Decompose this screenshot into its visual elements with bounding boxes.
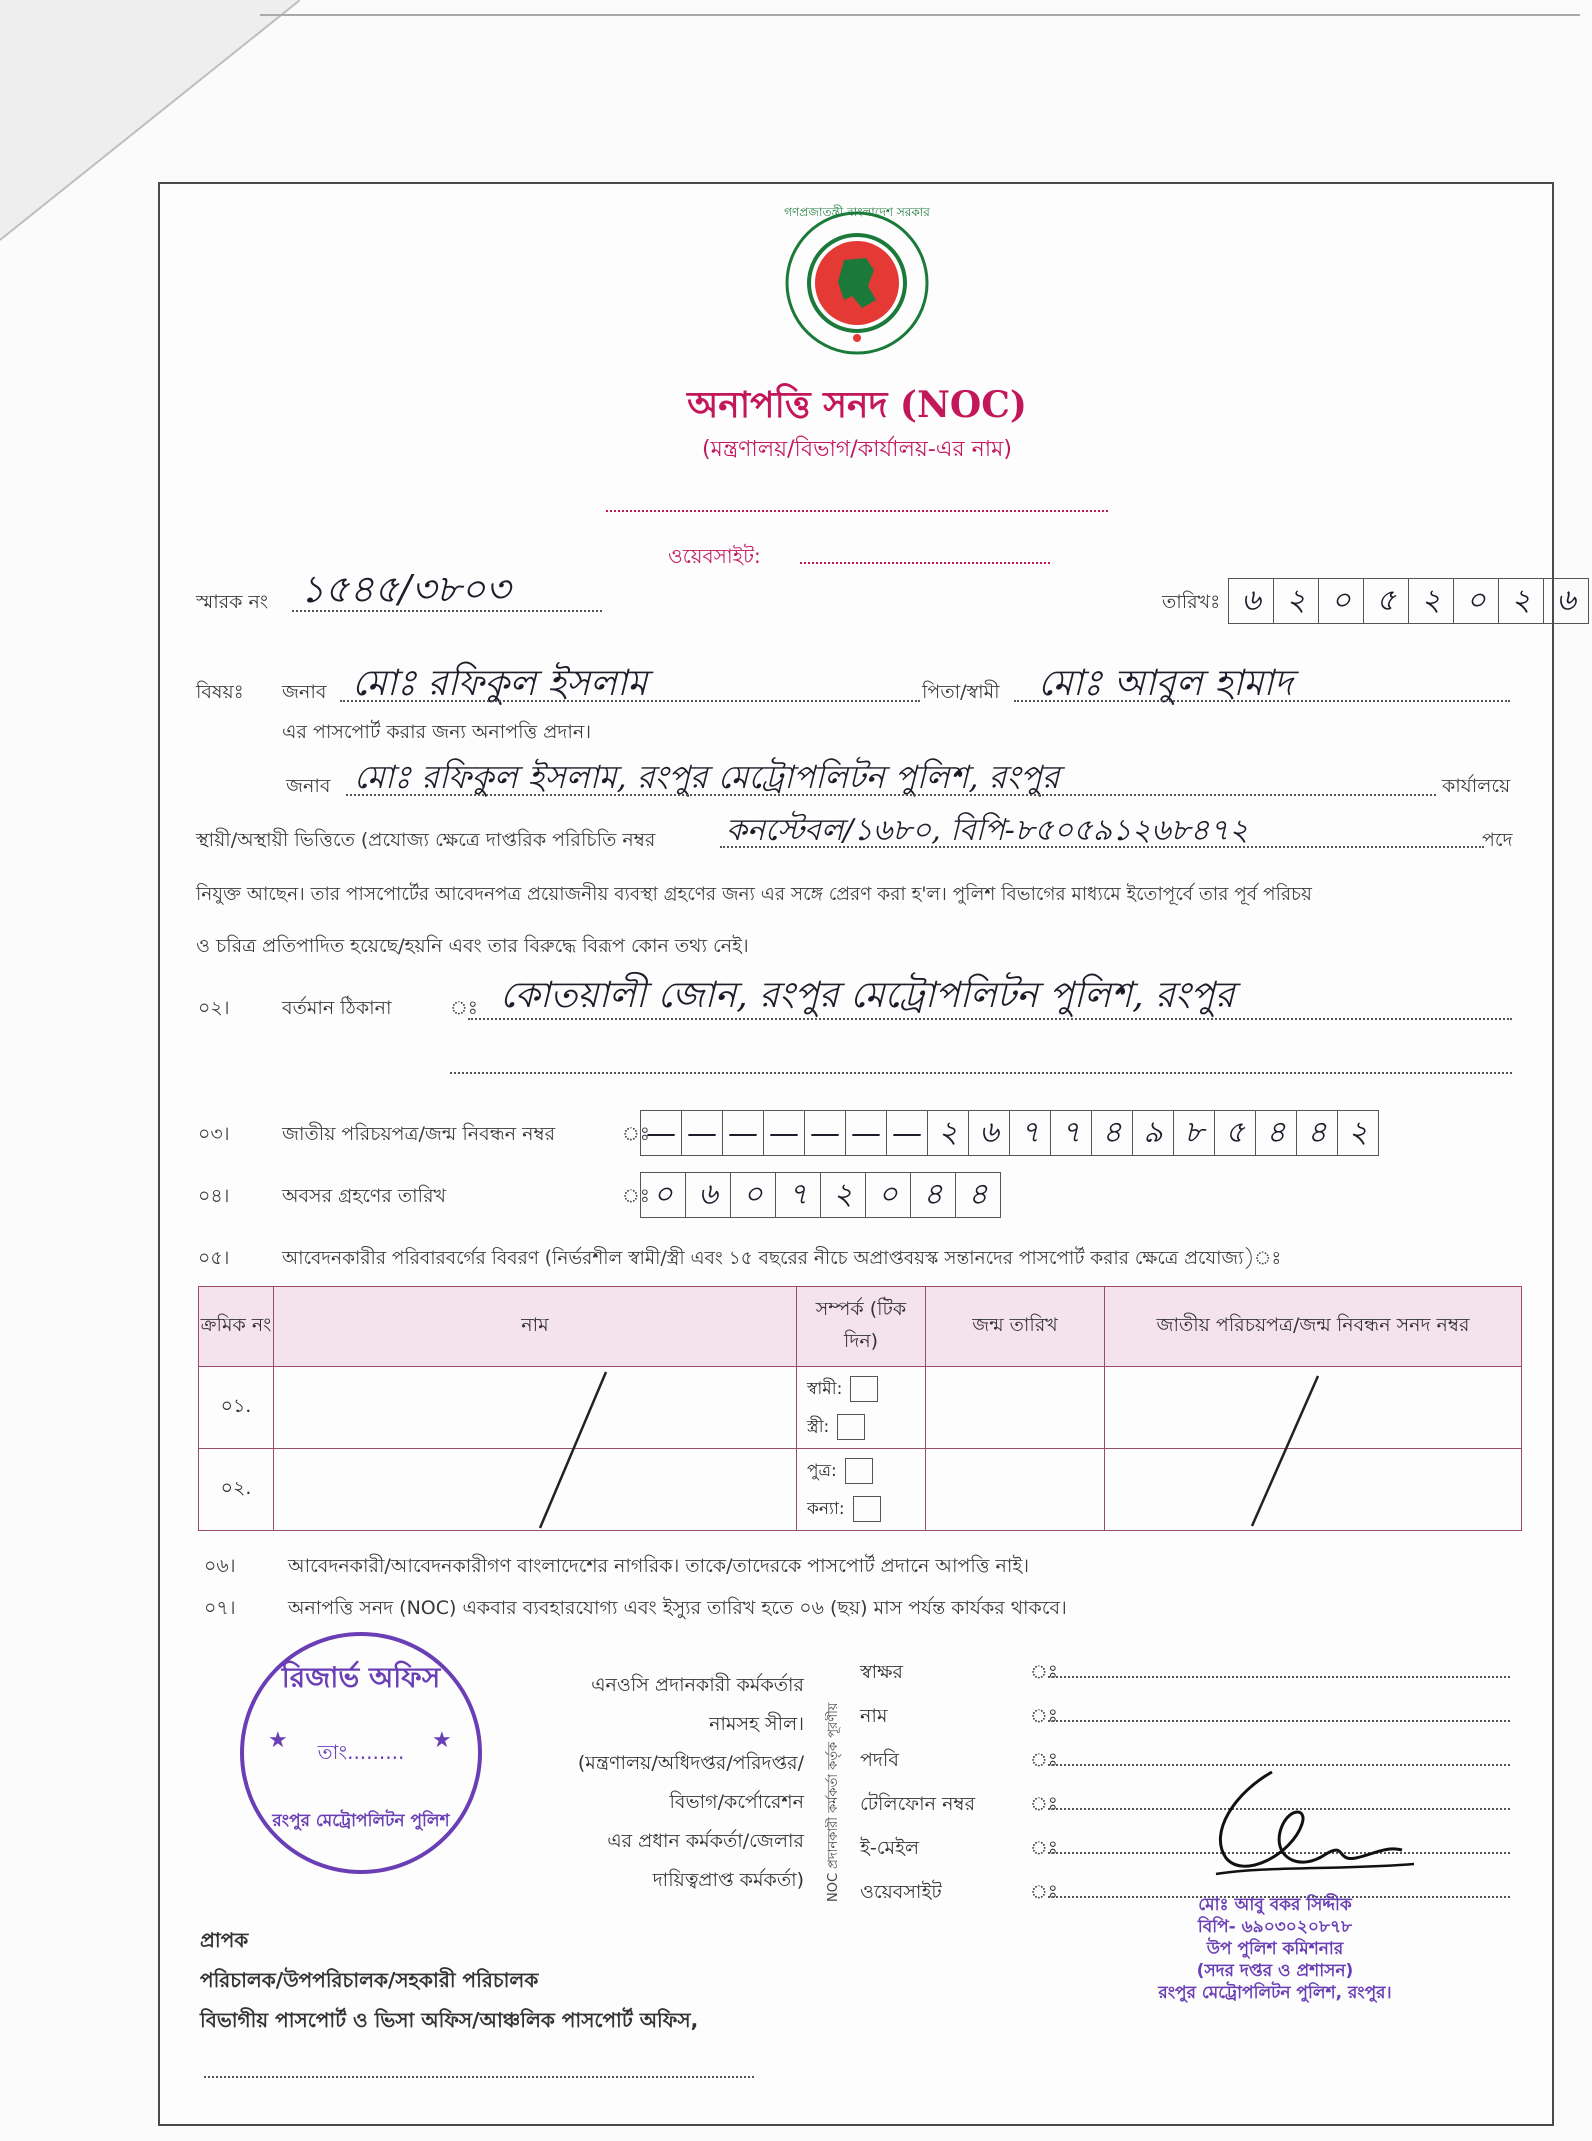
memo-label: স্মারক নং	[196, 591, 269, 613]
col-name: নাম	[274, 1287, 797, 1367]
retirement-digit: ৭	[776, 1173, 821, 1217]
stamp-top-text: রিজার্ভ অফিস	[281, 1661, 441, 1694]
table-row	[199, 1367, 1522, 1449]
row-nid	[1105, 1449, 1522, 1531]
issuer-colons: ঃ ঃ ঃ ঃ ঃ ঃ	[1030, 1661, 1058, 1903]
date-digit: ২	[1274, 579, 1319, 623]
item04-num: ০৪।	[198, 1185, 230, 1207]
row-relation	[797, 1367, 926, 1449]
retirement-digit: ০	[641, 1173, 686, 1217]
emblem-text: গণপ্রজাতন্ত্রী বাংলাদেশ সরকার	[784, 205, 930, 219]
nid-digit: —	[846, 1111, 887, 1155]
name-line	[1048, 1720, 1510, 1722]
issuer-fields	[860, 1650, 975, 1914]
website-label: ওয়েবসাইট:	[668, 544, 761, 568]
father-name: মোঃ আবুল হামাদ	[1038, 663, 1293, 704]
s07-num: ০৭।	[204, 1597, 236, 1619]
item02-label: বর্তমান ঠিকানা	[282, 997, 392, 1019]
s07-text: অনাপত্তি সনদ (NOC) একবার ব্যবহারযোগ্য এবং ইস্যুর তারিখ হতে ০৬ (ছয়) মাস পর্যন্ত কার্যকর থাকবে।	[288, 1597, 1067, 1619]
son-checkbox[interactable]	[845, 1458, 873, 1484]
nid-digit: —	[887, 1111, 928, 1155]
date-label: তারিখঃ	[1162, 591, 1221, 613]
nid-digit: ৭	[1010, 1111, 1051, 1155]
date-digit: ২	[1409, 579, 1454, 623]
row-dob	[926, 1449, 1105, 1531]
nid-boxes	[640, 1110, 1379, 1156]
body-janab: জনাব	[286, 775, 331, 797]
date-digit: ০	[1454, 579, 1499, 623]
col-serial: ক্রমিক নং	[199, 1287, 274, 1367]
stamp-bottom-text: রংপুর মেট্রোপলিটন পুলিশ	[272, 1811, 450, 1831]
nid-digit: ৯	[1133, 1111, 1174, 1155]
ministry-name-line	[606, 510, 1108, 512]
memo-number: ১৫৪৫/৩৮০৩	[300, 567, 511, 611]
recipient-line1: পরিচালক/উপপরিচালক/সহকারী পরিচালক	[200, 1968, 539, 1992]
s06-text: আবেদনকারী/আবেদনকারীগণ বাংলাদেশের নাগরিক। তাকে/তাদেরকে পাসপোর্ট প্রদানে আপত্তি নাই।	[288, 1555, 1030, 1577]
father-name-line	[1014, 700, 1510, 702]
row-name	[274, 1367, 797, 1449]
body-line4: ও চরিত্র প্রতিপাদিত হয়েছে/হয়নি এবং তার বিরুদ্ধে বিরূপ কোন তথ্য নেই।	[196, 935, 749, 957]
col-relation: সম্পর্ক (টিক দিন)	[797, 1287, 926, 1367]
seal-line: রংপুর মেট্রোপলিটন পুলিশ, রংপুর।	[1158, 1983, 1392, 2003]
nid-digit: ৪	[1256, 1111, 1297, 1155]
date-digit: ৫	[1364, 579, 1409, 623]
col-dob: জন্ম তারিখ	[926, 1287, 1105, 1367]
retirement-digit: ০	[866, 1173, 911, 1217]
subject-tail: এর পাসপোর্ট করার জন্য অনাপত্তি প্রদান।	[282, 721, 592, 743]
applicant-name-office: মোঃ রফিকুল ইসলাম, রংপুর মেট্রোপলিটন পুলিশ, রংপুর	[354, 758, 1060, 796]
nid-digit: ৮	[1174, 1111, 1215, 1155]
nid-digit: —	[641, 1111, 682, 1155]
nid-digit: ৬	[969, 1111, 1010, 1155]
date-digit: ৬	[1556, 582, 1576, 618]
website-line	[800, 562, 1050, 564]
seal-line: উপ পুলিশ কমিশনার	[1206, 1939, 1344, 1959]
issuer-line: এর প্রধান কর্মকর্তা/জেলার	[607, 1830, 804, 1852]
relation-wife: স্ত্রী:	[807, 1416, 830, 1437]
retirement-digit: ৪	[968, 1176, 988, 1212]
s06-num: ০৬।	[204, 1555, 236, 1577]
nid-digit: —	[764, 1111, 805, 1155]
item02-colon: ঃ	[450, 997, 478, 1019]
row-name	[274, 1449, 797, 1531]
name-office-line	[346, 794, 1436, 796]
recipient-address-line	[204, 2076, 754, 2078]
recipient-line2: বিভাগীয় পাসপোর্ট ও ভিসা অফিস/আঞ্চলিক পাসপোর্ট অফিস,	[200, 2008, 699, 2032]
signature-line	[1048, 1676, 1510, 1678]
husband-checkbox[interactable]	[850, 1376, 878, 1402]
stamp-center-text: তাং.........	[317, 1740, 405, 1764]
father-label: পিতা/স্বামী	[922, 681, 1000, 703]
govt-emblem-icon	[782, 208, 932, 358]
address-line-1	[468, 1018, 1512, 1020]
family-table	[198, 1286, 1522, 1531]
issuer-line: (মন্ত্রণালয়/অধিদপ্তর/পরিদপ্তর/	[577, 1752, 804, 1774]
retirement-date-boxes	[640, 1172, 1001, 1218]
star-icon: ★	[268, 1728, 288, 1753]
subject-janab: জনাব	[282, 681, 327, 703]
issuer-description	[520, 1666, 804, 1900]
issuer-line: নামসহ সীল।	[709, 1713, 804, 1735]
col-nid: জাতীয় পরিচয়পত্র/জন্ম নিবন্ধন সনদ নম্বর	[1105, 1287, 1522, 1367]
seal-line: (সদর দপ্তর ও প্রশাসন)	[1196, 1961, 1354, 1981]
nid-digit: ৪	[1297, 1111, 1338, 1155]
item03-colon: ঃ	[622, 1123, 650, 1145]
post-label: পদে	[1482, 829, 1513, 851]
field-email: ই-মেইল	[860, 1837, 920, 1859]
retirement-digit: ৬	[686, 1173, 731, 1217]
row-serial: ০১.	[199, 1367, 274, 1449]
issuer-vertical-note: NOC প্রদানকারী কর্মকর্তা কর্তৃক পূরণীয়	[826, 1702, 841, 1902]
relation-husband: স্বামী:	[807, 1378, 843, 1399]
paper-edge	[260, 14, 1580, 16]
field-name: নাম	[860, 1705, 888, 1727]
nid-digit: ৪	[1092, 1111, 1133, 1155]
row-nid	[1105, 1367, 1522, 1449]
office-label: কার্যালয়ে	[1442, 775, 1511, 797]
issuer-line: বিভাগ/কর্পোরেশন	[669, 1791, 804, 1813]
daughter-checkbox[interactable]	[853, 1496, 881, 1522]
date-digit: ৬	[1229, 579, 1274, 623]
field-website: ওয়েবসাইট	[860, 1881, 942, 1903]
address-line-2	[450, 1072, 1512, 1074]
nid-digit: ৭	[1051, 1111, 1092, 1155]
field-designation: পদবি	[860, 1749, 899, 1771]
seal-line: বিপি- ৬৯০৩০২০৮৭৮	[1197, 1917, 1353, 1937]
retirement-digit: ২	[821, 1173, 866, 1217]
applicant-name-line	[340, 700, 920, 702]
page-title: অনাপত্তি সনদ (NOC)	[687, 384, 1027, 426]
item02-num: ০২।	[198, 997, 230, 1019]
item04-colon: ঃ	[622, 1185, 650, 1207]
nid-digit: ২	[928, 1111, 969, 1155]
applicant-name: মোঃ রফিকুল ইসলাম	[352, 663, 648, 704]
issuer-line: এনওসি প্রদানকারী কর্মকর্তার	[591, 1674, 804, 1696]
item03-label: জাতীয় পরিচয়পত্র/জন্ম নিবন্ধন নম্বর	[282, 1123, 556, 1145]
memo-line	[292, 610, 602, 612]
seal-line: মোঃ আবু বকর সিদ্দীক	[1198, 1895, 1352, 1915]
row-relation	[797, 1449, 926, 1531]
subject-label: বিষয়ঃ	[196, 681, 244, 703]
officer-signature	[1196, 1762, 1436, 1892]
retirement-digit: ০	[731, 1173, 776, 1217]
item03-num: ০৩।	[198, 1123, 230, 1145]
post-number: কনস্টেবল/১৬৮০, বিপি-৮৫০৫৯১২৬৮৪৭২	[726, 813, 1249, 848]
reserve-office-stamp	[240, 1632, 482, 1874]
item05-label: আবেদনকারীর পরিবারবর্গের বিবরণ (নির্ভরশীল স্বামী/স্ত্রী এবং ১৫ বছরের নীচে অপ্রাপ্তবয়স্ক সন্তানদের পাসপোর্ট করার ক্ষেত্রে প্রযোজ্য)ঃ	[282, 1248, 1282, 1269]
nid-digit: —	[723, 1111, 764, 1155]
nid-digit: —	[682, 1111, 723, 1155]
body-line3: নিযুক্ত আছেন। তার পাসপোর্টের আবেদনপত্র প্রয়োজনীয় ব্যবস্থা গ্রহণের জন্য এর সঙ্গে প্রেরণ করা হ'ল। পুলিশ বিভাগের মাধ্যমে ইতোপূর্বে তার পূর্ব পরিচয়	[196, 884, 1312, 905]
page-subtitle: (মন্ত্রণালয়/বিভাগ/কার্যালয়-এর নাম)	[702, 437, 1012, 462]
body-line2: স্থায়ী/অস্থায়ী ভিত্তিতে (প্রযোজ্য ক্ষেত্রে দাপ্তরিক পরিচিতি নম্বর	[196, 829, 656, 851]
recipient-label: প্রাপক	[200, 1928, 249, 1952]
table-row	[199, 1449, 1522, 1531]
issuer-line: দায়িত্বপ্রাপ্ত কর্মকর্তা)	[652, 1869, 804, 1891]
row-dob	[926, 1367, 1105, 1449]
row-serial: ০২.	[199, 1449, 274, 1531]
date-boxes	[1228, 578, 1589, 624]
field-signature: স্বাক্ষর	[860, 1661, 903, 1683]
retirement-digit: ৪	[911, 1173, 956, 1217]
nid-digit: ৫	[1215, 1111, 1256, 1155]
nid-digit: ২	[1348, 1114, 1368, 1150]
post-number-line	[720, 846, 1484, 848]
field-telephone: টেলিফোন নম্বর	[860, 1793, 976, 1815]
wife-checkbox[interactable]	[837, 1414, 865, 1440]
date-digit: ০	[1319, 579, 1364, 623]
relation-daughter: কন্যা:	[807, 1498, 845, 1519]
item04-label: অবসর গ্রহণের তারিখ	[282, 1185, 447, 1207]
officer-seal	[1120, 1894, 1430, 2004]
item05-num: ০৫।	[198, 1247, 230, 1269]
relation-son: পুত্র:	[807, 1460, 837, 1481]
nid-digit: —	[805, 1111, 846, 1155]
star-icon: ★	[432, 1728, 452, 1753]
present-address: কোতয়ালী জোন, রংপুর মেট্রোপলিটন পুলিশ, রংপুর	[500, 975, 1235, 1016]
date-digit: ২	[1499, 579, 1544, 623]
